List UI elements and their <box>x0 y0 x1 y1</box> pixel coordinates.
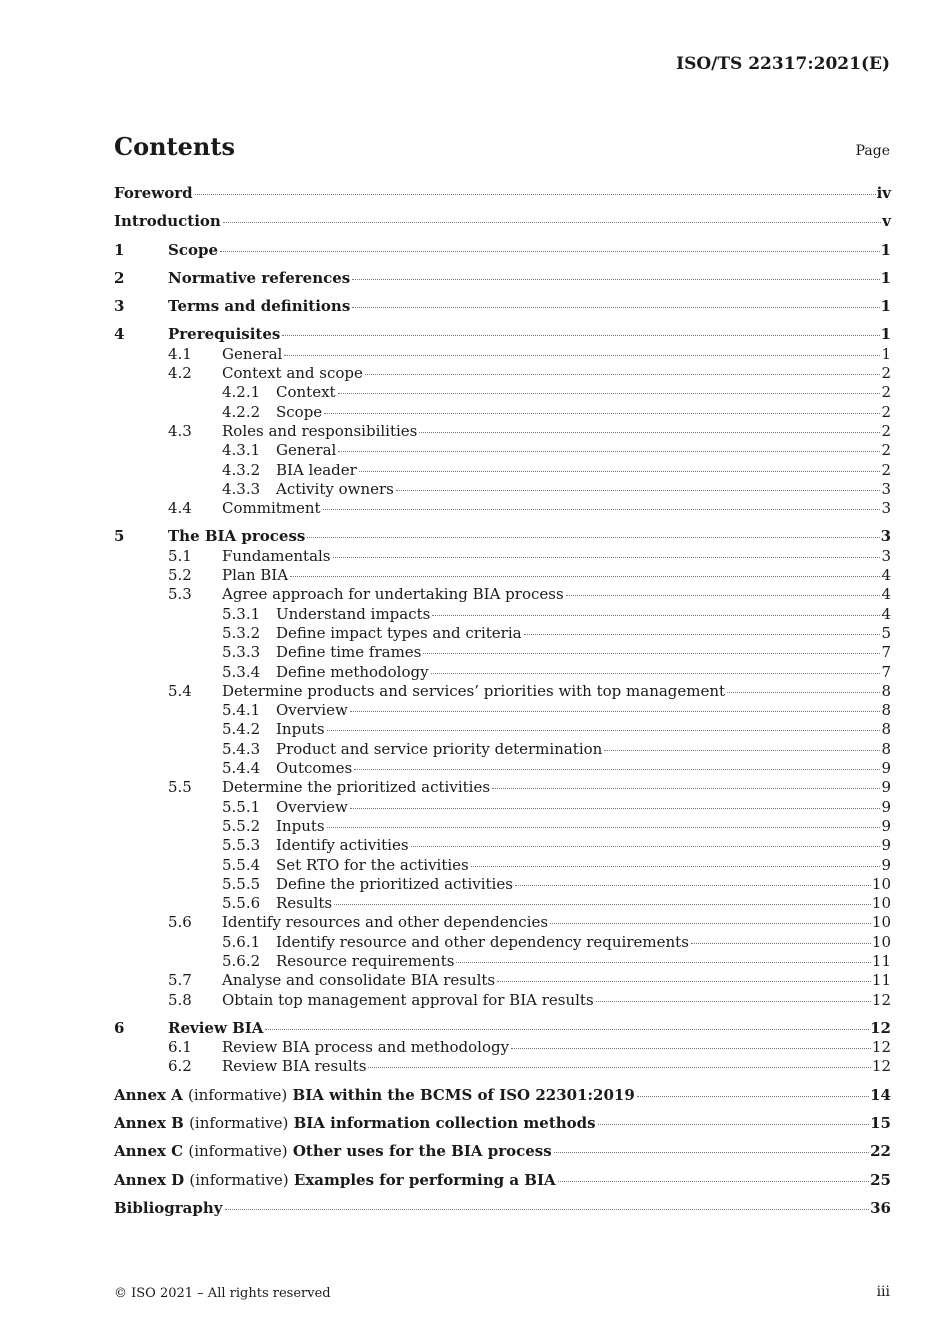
toc-entry-page: 8 <box>881 681 891 700</box>
toc-entry-title <box>168 1019 263 1038</box>
dot-leader <box>338 451 880 452</box>
toc-entry-title-text: Inputs <box>276 720 325 739</box>
toc-entry-page: 4 <box>881 566 891 585</box>
toc-entry-title <box>276 836 409 855</box>
toc-entry-page: 2 <box>881 421 891 440</box>
toc-entry-number: 4.1 <box>168 344 192 363</box>
toc-entry-page: 1 <box>881 344 891 363</box>
toc-entry-page: 2 <box>881 383 891 402</box>
toc-entry-title <box>222 566 288 585</box>
toc-entry-title-text: Annex C <box>114 1142 184 1161</box>
toc-entry-title <box>276 875 513 894</box>
toc-entry-page: 3 <box>881 479 891 498</box>
toc-entry-title-text: Roles and responsibilities <box>222 421 418 440</box>
toc-entry-page: 10 <box>871 913 891 932</box>
dot-leader <box>352 279 879 280</box>
toc-entry-number: 5.4.4 <box>222 759 261 778</box>
toc-entry[interactable] <box>114 1038 891 1057</box>
toc-entry-title <box>168 269 350 288</box>
toc-entry-subtitle: BIA within the BCMS of ISO 22301:2019 <box>292 1085 635 1104</box>
toc-entry-title <box>276 952 454 971</box>
toc-entry-title <box>222 971 495 990</box>
dot-leader <box>432 615 880 616</box>
toc-entry[interactable] <box>114 269 891 288</box>
toc-entry-title <box>276 720 325 739</box>
page-column-label: Page <box>855 143 890 159</box>
toc-entry-title <box>276 480 394 499</box>
toc-entry-page: 2 <box>881 460 891 479</box>
dot-leader <box>282 335 879 336</box>
toc-entry-page: 2 <box>881 441 891 460</box>
toc-entry-title-text: Normative references <box>168 268 351 287</box>
toc-entry-number: 5.5.5 <box>222 874 261 893</box>
toc-entry-title <box>222 682 725 701</box>
toc-entry-title-text: Terms and definitions <box>168 297 351 316</box>
toc-entry[interactable] <box>114 345 891 364</box>
toc-entry[interactable] <box>114 383 891 402</box>
toc-entry[interactable] <box>114 605 891 624</box>
toc-entry-title-text: Identify activities <box>276 836 409 855</box>
toc-entry[interactable] <box>114 875 891 894</box>
toc-entry-page: 1 <box>880 240 891 259</box>
toc-entry-page: 9 <box>881 778 891 797</box>
toc-entry-title <box>222 422 417 441</box>
toc-entry-title <box>222 499 321 518</box>
toc-entry-title-text: Scope <box>276 402 323 421</box>
toc-entry[interactable] <box>114 1019 891 1038</box>
toc-entry-number: 5.3.1 <box>222 604 261 623</box>
dot-leader <box>431 673 881 674</box>
toc-entry-title <box>276 663 429 682</box>
toc-entry-title-text: Determine the prioritized activities <box>222 778 491 797</box>
toc-entry-number: 5.3.4 <box>222 662 261 681</box>
toc-entry-title <box>276 605 430 624</box>
dot-leader <box>511 1048 871 1049</box>
dot-leader <box>596 1001 871 1002</box>
toc-entry[interactable] <box>114 297 891 316</box>
toc-entry-page: 1 <box>880 297 891 316</box>
toc-entry-page: 10 <box>871 894 891 913</box>
toc-entry-number: 5.5.1 <box>222 797 261 816</box>
toc-entry-page: 4 <box>881 604 891 623</box>
toc-entry[interactable] <box>114 682 891 701</box>
toc-entry[interactable] <box>114 663 891 682</box>
toc-entry-title-text: Resource requirements <box>276 951 455 970</box>
toc-entry[interactable] <box>114 836 891 855</box>
toc-entry[interactable] <box>114 441 891 460</box>
toc-entry-number: 5.5.4 <box>222 855 261 874</box>
toc-entry[interactable] <box>114 241 891 260</box>
toc-entry-subtitle: Examples for performing a BIA <box>293 1170 556 1189</box>
toc-entry-subtitle: BIA information collection methods <box>293 1114 596 1133</box>
toc-entry[interactable] <box>114 1142 891 1161</box>
toc-entry-number: 5.1 <box>168 546 192 565</box>
toc-entry[interactable] <box>114 624 891 643</box>
toc-entry-page: 9 <box>881 855 891 874</box>
toc-entry[interactable] <box>114 184 891 203</box>
dot-leader <box>456 962 870 963</box>
toc-entry-number: 5.6 <box>168 913 192 932</box>
toc-entry-title <box>276 817 325 836</box>
dot-leader <box>554 1152 869 1153</box>
toc-entry-title-text: Activity owners <box>276 479 394 498</box>
toc-entry[interactable] <box>114 499 891 518</box>
toc-entry-page: 4 <box>881 585 891 604</box>
toc-entry-title <box>276 643 421 662</box>
toc-entry-number: 5.5.6 <box>222 894 261 913</box>
toc-entry-title-text: Results <box>276 894 333 913</box>
dot-leader <box>327 730 881 731</box>
dot-leader <box>411 846 881 847</box>
toc-entry-title <box>168 325 280 344</box>
toc-entry-title <box>276 894 332 913</box>
toc-entry-page: 8 <box>881 701 891 720</box>
dot-leader <box>423 653 880 654</box>
toc-entry-title <box>222 585 564 604</box>
copyright-notice: © ISO 2021 – All rights reserved <box>114 1286 331 1301</box>
toc-entry-title <box>168 297 350 316</box>
toc-entry-title-text: Understand impacts <box>276 604 431 623</box>
dot-leader <box>223 222 881 223</box>
toc-entry[interactable] <box>114 933 891 952</box>
toc-entry-title <box>276 759 352 778</box>
dot-leader <box>419 432 880 433</box>
toc-entry-title-text: Foreword <box>114 184 193 202</box>
dot-leader <box>290 576 880 577</box>
toc-entry-title <box>114 1199 223 1218</box>
toc-entry-subtitle: Other uses for the BIA process <box>292 1142 552 1161</box>
toc-entry-title-text: Define methodology <box>276 662 429 681</box>
toc-entry-title-text: Annex B <box>114 1114 184 1133</box>
toc-entry-title-text: Agree approach for undertaking BIA process <box>222 585 564 604</box>
toc-entry-title-text: Product and service priority determination <box>276 739 603 758</box>
toc-entry-page: v <box>882 212 891 231</box>
toc-entry-page: 8 <box>881 720 891 739</box>
toc-entry-title-text: Introduction <box>114 212 221 231</box>
toc-entry-number: 5.8 <box>168 990 192 1009</box>
toc-entry-number: 5.7 <box>168 971 192 990</box>
toc-entry[interactable] <box>114 364 891 383</box>
document-id: ISO/TS 22317:2021(E) <box>676 54 890 74</box>
toc-entry-title-text: Commitment <box>222 499 321 518</box>
toc-entry-title-text: Determine products and services’ priorities with top management <box>222 681 726 700</box>
dot-leader <box>396 490 881 491</box>
toc-entry-title-text: Analyse and consolidate BIA results <box>222 971 496 990</box>
toc-entry[interactable] <box>114 1086 891 1105</box>
toc-entry-page: 12 <box>871 1038 891 1057</box>
toc-entry-title-text: Prerequisites <box>168 325 281 344</box>
toc-entry-page: 3 <box>880 527 891 546</box>
dot-leader <box>359 471 881 472</box>
toc-entry-number: 4.2.1 <box>222 383 261 402</box>
toc-entry-title-text: Review BIA <box>168 1018 264 1037</box>
toc-entry-title-text: Define time frames <box>276 643 422 662</box>
toc-entry-number: 4.3.2 <box>222 460 261 479</box>
toc-entry-title <box>222 1038 509 1057</box>
toc-entry-title <box>276 740 602 759</box>
toc-entry[interactable] <box>114 720 891 739</box>
dot-leader <box>492 788 880 789</box>
toc-entry[interactable] <box>114 643 891 662</box>
toc-entry-title-text: Define impact types and criteria <box>276 623 522 642</box>
toc-entry-title <box>222 345 282 364</box>
toc-entry[interactable] <box>114 740 891 759</box>
toc-entry[interactable] <box>114 894 891 913</box>
toc-entry-title-text: Context and scope <box>222 364 363 383</box>
toc-entry[interactable] <box>114 585 891 604</box>
toc-entry[interactable] <box>114 1114 891 1133</box>
toc-entry-page: 12 <box>871 990 891 1009</box>
dot-leader <box>350 711 881 712</box>
toc-entry-page: 7 <box>881 643 891 662</box>
toc-entry-page: 3 <box>881 499 891 518</box>
toc-entry-page: 36 <box>870 1198 891 1217</box>
toc-entry-note: (informative) <box>188 1085 288 1104</box>
toc-entry-number: 5.4 <box>168 681 192 700</box>
dot-leader <box>354 769 880 770</box>
dot-leader <box>324 413 880 414</box>
toc-entry-number: 5.5 <box>168 778 192 797</box>
toc-entry-title-text: Scope <box>168 240 219 259</box>
toc-entry-page: 11 <box>871 951 891 970</box>
toc-entry-title-text: Obtain top management approval for BIA results <box>222 990 594 1009</box>
dot-leader <box>265 1029 869 1030</box>
toc-entry-note: (informative) <box>189 1114 289 1133</box>
toc-entry-number: 5.4.1 <box>222 701 261 720</box>
toc-entry-title <box>276 798 348 817</box>
toc-entry-page: 3 <box>881 546 891 565</box>
toc-entry-page: 2 <box>881 364 891 383</box>
dot-leader <box>195 194 876 195</box>
toc-entry[interactable] <box>114 971 891 990</box>
dot-leader <box>323 509 881 510</box>
toc-entry-title-text: Annex A <box>114 1085 183 1104</box>
dot-leader <box>307 537 879 538</box>
dot-leader <box>365 374 881 375</box>
toc-entry-number: 4 <box>114 325 125 344</box>
toc-entry[interactable] <box>114 212 891 231</box>
toc-entry-page: iv <box>876 184 891 202</box>
toc-entry-title-text: BIA leader <box>276 460 357 479</box>
toc-entry-number: 4.4 <box>168 499 192 518</box>
toc-entry-page: 2 <box>881 402 891 421</box>
toc-entry[interactable] <box>114 817 891 836</box>
toc-entry-title <box>222 364 363 383</box>
dot-leader <box>350 808 881 809</box>
toc-entry[interactable] <box>114 991 891 1010</box>
dot-leader <box>225 1209 870 1210</box>
toc-entry-page: 12 <box>871 1057 891 1076</box>
table-of-contents <box>114 184 891 1218</box>
toc-entry-page: 25 <box>870 1170 891 1189</box>
toc-entry-number: 3 <box>114 297 125 316</box>
toc-entry-page: 11 <box>871 971 891 990</box>
dot-leader <box>471 866 881 867</box>
toc-entry-title-text: Outcomes <box>276 759 353 778</box>
dot-leader <box>497 981 871 982</box>
dot-leader <box>550 923 871 924</box>
toc-entry[interactable] <box>114 701 891 720</box>
toc-entry-title <box>114 1171 556 1190</box>
toc-entry[interactable] <box>114 547 891 566</box>
toc-entry[interactable] <box>114 1199 891 1218</box>
toc-entry-title-text: Set RTO for the activities <box>276 855 469 874</box>
toc-entry-note: (informative) <box>189 1170 289 1189</box>
dot-leader <box>338 393 881 394</box>
dot-leader <box>327 827 881 828</box>
toc-entry-page: 22 <box>870 1142 891 1161</box>
toc-entry-title-text: General <box>276 441 337 460</box>
toc-entry-title <box>222 547 331 566</box>
toc-entry-number: 4.3.3 <box>222 479 261 498</box>
toc-entry-title <box>276 856 469 875</box>
toc-entry-page: 9 <box>881 816 891 835</box>
dot-leader <box>637 1096 869 1097</box>
toc-entry-number: 5.5.2 <box>222 816 261 835</box>
toc-entry-page: 7 <box>881 662 891 681</box>
toc-entry-note: (informative) <box>188 1142 288 1161</box>
toc-entry-number: 4.2.2 <box>222 402 261 421</box>
toc-entry-title-text: Annex D <box>114 1170 185 1189</box>
toc-entry-number: 6.2 <box>168 1057 192 1076</box>
toc-entry-title <box>114 1086 635 1105</box>
toc-entry-number: 5.3.2 <box>222 623 261 642</box>
toc-entry-title-text: Identify resources and other dependencies <box>222 913 549 932</box>
toc-entry[interactable] <box>114 480 891 499</box>
toc-entry-number: 1 <box>114 240 125 259</box>
toc-entry-title <box>276 624 522 643</box>
toc-entry-page: 1 <box>880 325 891 344</box>
dot-leader <box>566 595 881 596</box>
toc-entry-title <box>276 701 348 720</box>
toc-entry-number: 5.4.3 <box>222 739 261 758</box>
dot-leader <box>515 885 871 886</box>
dot-leader <box>524 634 881 635</box>
toc-entry-number: 5.2 <box>168 566 192 585</box>
toc-entry[interactable] <box>114 422 891 441</box>
page-title: Contents <box>114 132 235 161</box>
toc-entry-page: 5 <box>881 623 891 642</box>
dot-leader <box>727 692 880 693</box>
toc-entry-number: 5.6.2 <box>222 951 261 970</box>
dot-leader <box>333 557 881 558</box>
toc-entry[interactable] <box>114 856 891 875</box>
toc-entry-page: 9 <box>881 759 891 778</box>
dot-leader <box>691 943 871 944</box>
toc-entry-title <box>276 461 357 480</box>
toc-entry-number: 6 <box>114 1018 125 1037</box>
toc-entry-number: 4.2 <box>168 364 192 383</box>
toc-entry-title <box>168 527 305 546</box>
toc-entry-title-text: Plan BIA <box>222 566 289 585</box>
dot-leader <box>598 1124 870 1125</box>
toc-entry-title <box>114 1142 552 1161</box>
toc-entry-number: 5.3 <box>168 585 192 604</box>
toc-entry-title-text: Bibliography <box>114 1198 223 1217</box>
toc-entry-title <box>222 778 490 797</box>
toc-entry-number: 5.3.3 <box>222 643 261 662</box>
dot-leader <box>604 750 880 751</box>
toc-entry-number: 5.6.1 <box>222 932 261 951</box>
toc-entry-page: 9 <box>881 797 891 816</box>
toc-entry-page: 10 <box>871 932 891 951</box>
toc-entry-page: 8 <box>881 739 891 758</box>
toc-entry-title <box>222 991 594 1010</box>
toc-entry-title <box>276 383 336 402</box>
toc-entry[interactable] <box>114 527 891 546</box>
toc-entry-title-text: Inputs <box>276 816 325 835</box>
toc-entry-title-text: The BIA process <box>168 527 306 546</box>
toc-entry-title <box>114 1114 596 1133</box>
toc-entry-title <box>222 1057 366 1076</box>
toc-entry-title <box>168 241 218 260</box>
toc-entry-number: 5 <box>114 527 125 546</box>
toc-entry[interactable] <box>114 952 891 971</box>
dot-leader <box>284 355 880 356</box>
dot-leader <box>368 1067 871 1068</box>
toc-entry-title-text: Identify resource and other dependency requirements <box>276 932 689 951</box>
toc-entry-title-text: Context <box>276 383 336 402</box>
dot-leader <box>220 251 880 252</box>
toc-entry-title-text: General <box>222 344 283 363</box>
dot-leader <box>352 307 879 308</box>
toc-entry-number: 6.1 <box>168 1038 192 1057</box>
dot-leader <box>334 904 871 905</box>
toc-entry-title <box>114 184 193 203</box>
toc-entry-page: 14 <box>870 1085 891 1104</box>
toc-entry-number: 2 <box>114 268 125 287</box>
toc-entry-page: 15 <box>870 1114 891 1133</box>
toc-entry[interactable] <box>114 913 891 932</box>
toc-entry-number: 5.5.3 <box>222 836 261 855</box>
toc-entry-page: 10 <box>871 874 891 893</box>
toc-entry-title-text: Overview <box>276 701 348 720</box>
toc-entry[interactable] <box>114 1171 891 1190</box>
toc-entry[interactable] <box>114 403 891 422</box>
toc-entry-title <box>114 212 221 231</box>
toc-entry-title-text: Define the prioritized activities <box>276 874 513 893</box>
toc-entry[interactable] <box>114 778 891 797</box>
toc-entry-page: 1 <box>880 268 891 287</box>
toc-entry-title-text: Review BIA process and methodology <box>222 1038 510 1057</box>
toc-entry[interactable] <box>114 759 891 778</box>
toc-entry-title <box>276 933 689 952</box>
toc-entry-title-text: Fundamentals <box>222 546 331 565</box>
toc-entry-number: 5.4.2 <box>222 720 261 739</box>
toc-entry-title-text: Overview <box>276 797 348 816</box>
toc-entry[interactable] <box>114 566 891 585</box>
toc-entry-number: 4.3.1 <box>222 441 261 460</box>
toc-entry-title <box>222 913 548 932</box>
toc-entry[interactable] <box>114 461 891 480</box>
page-number: iii <box>876 1284 890 1300</box>
toc-entry-title-text: Review BIA results <box>222 1057 367 1076</box>
toc-entry-page: 12 <box>870 1018 891 1037</box>
dot-leader <box>558 1181 870 1182</box>
toc-entry[interactable] <box>114 1057 891 1076</box>
toc-entry-page: 9 <box>881 836 891 855</box>
toc-entry[interactable] <box>114 798 891 817</box>
toc-entry-title <box>276 441 336 460</box>
toc-entry-title <box>276 403 322 422</box>
toc-entry[interactable] <box>114 325 891 344</box>
toc-entry-number: 4.3 <box>168 421 192 440</box>
